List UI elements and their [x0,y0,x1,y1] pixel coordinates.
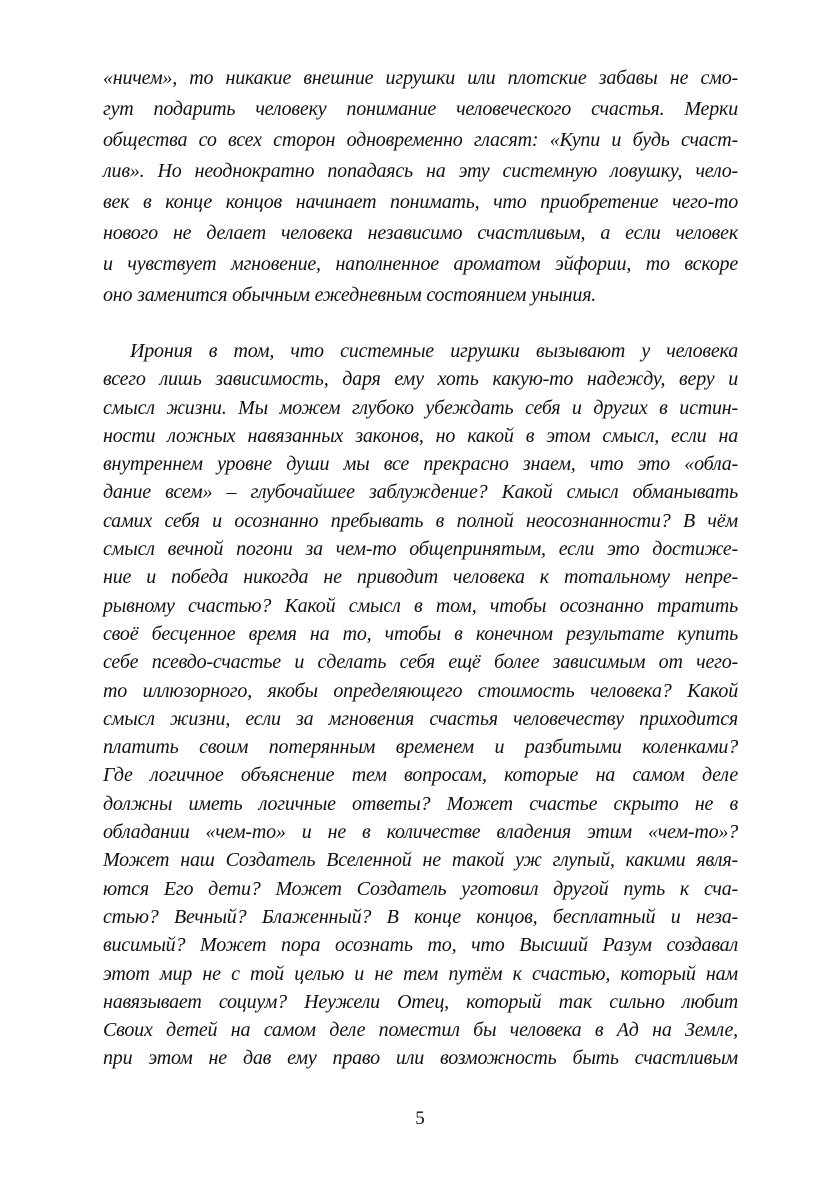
text-line: самих себя и осознанно пребывать в полной неосознанности? В чём [103,509,738,532]
text-line: Где логичное объяснение тем вопросам, которые на самом деле [103,764,738,787]
text-line: то иллюзорного, якобы определяющего стоимость человека? Какой [103,679,738,702]
text-line: общества со всех сторон одновременно гласят: «Купи и будь счаст- [103,129,738,151]
paragraph-1 [103,63,738,311]
text-line: Может наш Создатель Вселенной не такой уж глупый, какими явля- [103,849,738,872]
text-line: обладании «чем-то» и не в количестве владения этим «чем-то»? [103,821,738,844]
text-line: «ничем», то никакие внешние игрушки или плотские забавы не смо- [103,67,738,89]
text-line: себе псевдо-счастье и сделать себя ещё более зависимым от чего- [103,651,738,674]
page-number: 5 [415,1108,425,1129]
text-line: своё бесценное время на то, чтобы в конечном результате купить [103,622,738,645]
text-line: должны иметь логичные ответы? Может счастье скрыто не в [103,792,738,815]
text-line: при этом не дав ему право или возможность быть счастливым [103,1047,738,1070]
text-line: лив». Но неоднократно попадаясь на эту системную ловушку, чело- [103,160,738,182]
text-line: ются Его дети? Может Создатель уготовил другой путь к сча- [103,877,738,900]
text-line: стью? Вечный? Блаженный? В конце концов, бесплатный и неза- [103,905,738,928]
page-body [103,63,738,1073]
text-line: всего лишь зависимость, даря ему хоть какую-то надежду, веру и [103,368,738,391]
text-line: и чувствует мгновение, наполненное ароматом эйфории, то вскоре [103,253,738,275]
text-line: рывному счастью? Какой смысл в том, чтобы осознанно тратить [103,594,738,617]
text-line: смысл жизни. Мы можем глубоко убеждать себя и других в истин- [103,396,738,419]
text-line: внутреннем уровне души мы все прекрасно знаем, что это «обла- [103,453,738,476]
text-line: век в конце концов начинает понимать, что приобретение чего-то [103,191,738,213]
text-line: навязывает социум? Неужели Отец, который так сильно любит [103,990,738,1013]
text-line: Ирония в том, что системные игрушки вызывают у человека [130,340,738,362]
paragraph-gap [103,311,738,337]
text-line: оно заменится обычным ежедневным состоянием уныния. [103,284,597,306]
text-line: гут подарить человеку понимание человеческого счастья. Мерки [103,98,738,120]
text-line: ние и победа никогда не приводит человека к тотальному непре- [103,566,738,589]
text-line: платить своим потерянным временем и разбитыми коленками? [103,736,738,759]
text-line: этот мир не с той целью и не тем путём к счастью, который нам [103,962,738,985]
text-line: смысл жизни, если за мгновения счастья человечеству приходится [103,707,738,730]
text-line: нового не делает человека независимо счастливым, а если человек [103,222,738,244]
text-line: смысл вечной погони за чем-то общепринятым, если это достиже- [103,538,738,561]
text-line: дание всем» – глубочайшее заблуждение? Какой смысл обманывать [103,481,738,504]
text-line: висимый? Может пора осознать то, что Высший Разум создавал [103,934,738,957]
paragraph-2 [103,337,738,1073]
text-line: Своих детей на самом деле поместил бы человека в Ад на Земле, [103,1019,738,1042]
text-line: ности ложных навязанных законов, но какой в этом смысл, если на [103,424,738,447]
